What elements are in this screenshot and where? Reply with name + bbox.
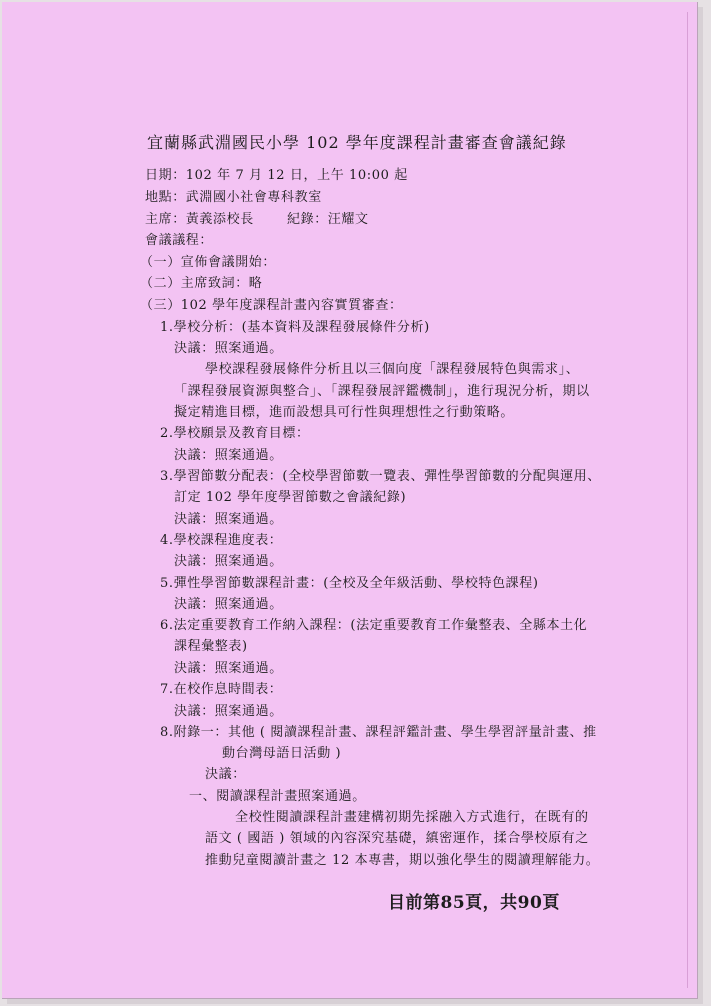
meeting-recorder: 紀錄：汪耀文 bbox=[287, 212, 369, 227]
item-2-title: 2.學校願景及教育目標： bbox=[160, 426, 310, 441]
item-5-resolution: 決議：照案通過。 bbox=[174, 597, 283, 612]
agenda-heading: 會議議程： bbox=[145, 233, 214, 248]
item-6-title: 6.法定重要教育工作納入課程：(法定重要教育工作彙整表、全縣本土化 bbox=[160, 618, 588, 633]
page-indicator: 目前第85頁，共90頁 bbox=[388, 893, 560, 913]
item-3-title-continued: 訂定 102 學年度學習節數之會議紀錄) bbox=[174, 490, 407, 505]
item-7-title: 7.在校作息時間表： bbox=[160, 682, 283, 697]
meeting-chair: 主席：黃義添校長 bbox=[145, 212, 254, 227]
item-1-paragraph-line-3: 擬定精進目標，進而設想具可行性與理想性之行動策略。 bbox=[174, 405, 515, 420]
item-3-title: 3.學習節數分配表：(全校學習節數一覽表、彈性學習節數的分配與運用、 bbox=[160, 469, 601, 484]
item-8-resolution: 決議： bbox=[205, 767, 246, 782]
item-5-title: 5.彈性學習節數課程計畫：(全校及全年級活動、學校特色課程) bbox=[160, 576, 539, 591]
item-7-resolution: 決議：照案通過。 bbox=[174, 704, 283, 719]
item-8-paragraph-line-2: 語文 ( 國語 ) 領域的內容深究基礎，縝密運作，揉合學校原有之 bbox=[205, 831, 589, 846]
item-6-title-continued: 課程彙整表) bbox=[174, 639, 248, 654]
item-8-sub-title: 一、閱讀課程計畫照案通過。 bbox=[189, 789, 366, 804]
agenda-item-1: （一）宣佈會議開始： bbox=[140, 255, 277, 270]
item-8-paragraph-line-1: 全校性閱讀課程計畫建構初期先採融入方式進行，在既有的 bbox=[235, 810, 589, 825]
meeting-location: 地點：武淵國小社會專科教室 bbox=[145, 190, 322, 205]
item-1-resolution: 決議：照案通過。 bbox=[174, 341, 283, 356]
item-3-resolution: 決議：照案通過。 bbox=[174, 512, 283, 527]
item-8-title: 8.附錄一：其他 ( 閱讀課程計畫、課程評鑑計畫、學生學習評量計畫、推 bbox=[160, 725, 597, 740]
scan-edge-line bbox=[687, 12, 688, 988]
item-1-title: 1.學校分析：(基本資料及課程發展條件分析) bbox=[160, 320, 430, 335]
agenda-item-2: （二）主席致詞：略 bbox=[140, 276, 263, 291]
item-1-paragraph-line-2: 「課程發展資源與整合」、「課程發展評鑑機制」，進行現況分析，期以 bbox=[174, 384, 590, 399]
item-4-title: 4.學校課程進度表： bbox=[160, 533, 283, 548]
item-6-resolution: 決議：照案通過。 bbox=[174, 661, 283, 676]
meeting-date: 日期：102 年 7 月 12 日，上午 10:00 起 bbox=[145, 168, 408, 183]
item-4-resolution: 決議：照案通過。 bbox=[174, 554, 283, 569]
item-8-title-continued: 動台灣母語日活動 ) bbox=[222, 746, 342, 761]
agenda-item-3: （三）102 學年度課程計畫內容實質審查： bbox=[140, 298, 403, 313]
item-1-paragraph-line-1: 學校課程發展條件分析且以三個向度「課程發展特色與需求」、 bbox=[205, 362, 580, 377]
item-8-paragraph-line-3: 推動兒童閱讀計畫之 12 本專書，期以強化學生的閱讀理解能力。 bbox=[205, 853, 600, 868]
document-page bbox=[2, 2, 698, 999]
document-title: 宜蘭縣武淵國民小學 102 學年度課程計畫審查會議紀錄 bbox=[147, 133, 567, 152]
item-2-resolution: 決議：照案通過。 bbox=[174, 448, 283, 463]
